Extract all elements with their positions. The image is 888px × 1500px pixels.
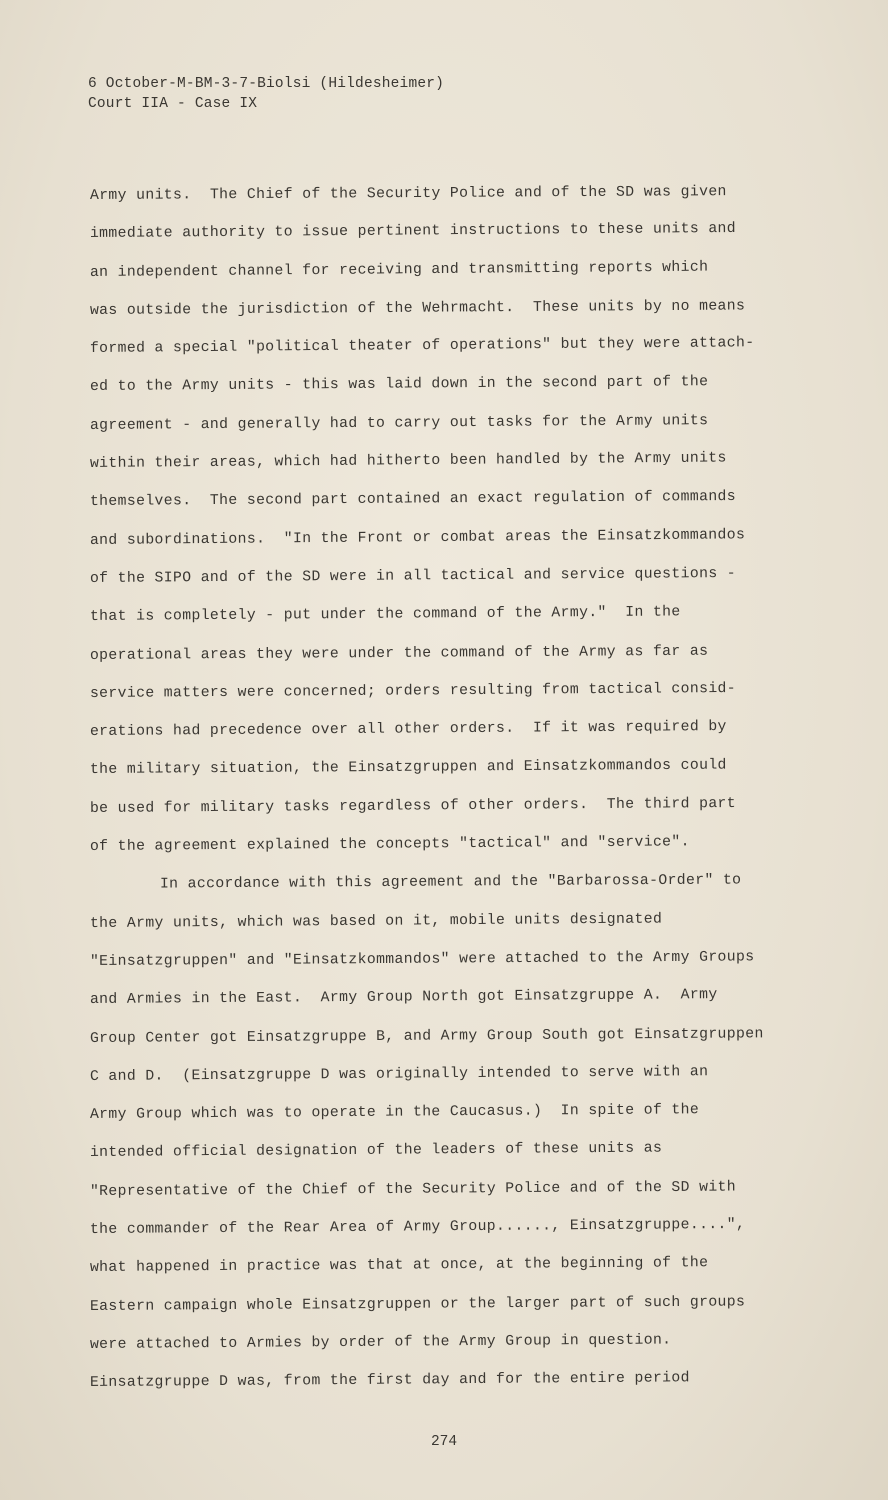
header-line-2: Court IIA - Case IX bbox=[88, 96, 258, 112]
text-line: In accordance with this agreement and the "Barbarossa-Order" to bbox=[159, 872, 742, 893]
text-line: the Army units, which was based on it, mobile units designated bbox=[89, 911, 663, 932]
document-body bbox=[90, 186, 820, 1412]
text-line: themselves. The second part contained an exact regulation of commands bbox=[89, 489, 737, 511]
document-header bbox=[88, 74, 444, 114]
text-line: Army Group which was to operate in the Caucasus.) In spite of the bbox=[89, 1102, 700, 1124]
text-line: the commander of the Rear Area of Army Group......, Einsatzgruppe....", bbox=[89, 1216, 746, 1239]
text-line: C and D. (Einsatzgruppe D was originally intended to serve with an bbox=[89, 1063, 709, 1085]
text-line: what happened in practice was that at once, at the beginning of the bbox=[89, 1255, 709, 1277]
text-line: and Armies in the East. Army Group North got Einsatzgruppe A. Army bbox=[89, 987, 718, 1009]
text-line: "Einsatzgruppen" and "Einsatzkommandos" were attached to the Army Groups bbox=[89, 949, 755, 970]
text-line: Group Center got Einsatzgruppe B, and Army Group South got Einsatzgruppen bbox=[89, 1025, 764, 1047]
text-line: were attached to Armies by order of the Army Group in question. bbox=[89, 1332, 672, 1353]
text-line: and subordinations. "In the Front or combat areas the Einsatzkommandos bbox=[89, 526, 746, 549]
text-line: Einsatzgruppe D was, from the first day and for the entire period bbox=[89, 1370, 690, 1392]
text-line: the military situation, the Einsatzgruppen and Einsatzkommandos could bbox=[89, 758, 727, 779]
text-line: of the SIPO and of the SD were in all tactical and service questions - bbox=[89, 565, 737, 587]
text-line: that is completely - put under the command of the Army." In the bbox=[89, 604, 681, 626]
text-line: ed to the Army units - this was laid down in the second part of the bbox=[89, 374, 709, 396]
text-line: formed a special "political theater of operations" but they were attach- bbox=[89, 335, 755, 358]
text-line: service matters were concerned; orders resulting from tactical consid- bbox=[89, 680, 737, 702]
text-line: intended official designation of the leaders of these units as bbox=[89, 1140, 663, 1162]
text-line: of the agreement explained the concepts "tactical" and "service". bbox=[89, 834, 690, 856]
text-line: immediate authority to issue pertinent instructions to these units and bbox=[89, 221, 737, 243]
text-line: agreement - and generally had to carry out tasks for the Army units bbox=[89, 412, 709, 434]
text-line: was outside the jurisdiction of the Wehrmacht. These units by no means bbox=[89, 298, 746, 319]
text-line: erations had precedence over all other orders. If it was required by bbox=[89, 719, 727, 741]
text-line: Eastern campaign whole Einsatzgruppen or the larger part of such groups bbox=[89, 1294, 746, 1315]
page-number: 274 bbox=[430, 1434, 458, 1450]
text-line: "Representative of the Chief of the Security Police and of the SD with bbox=[89, 1179, 737, 1200]
text-line: within their areas, which had hitherto been handled by the Army units bbox=[89, 450, 727, 473]
text-line: an independent channel for receiving and transmitting reports which bbox=[89, 259, 709, 281]
text-line: operational areas they were under the command of the Army as far as bbox=[89, 643, 709, 664]
header-line-1: 6 October-M-BM-3-7-Biolsi (Hildesheimer) bbox=[88, 76, 445, 92]
text-line: be used for military tasks regardless of other orders. The third part bbox=[89, 795, 737, 817]
text-line: Army units. The Chief of the Security Police and of the SD was given bbox=[89, 184, 727, 205]
